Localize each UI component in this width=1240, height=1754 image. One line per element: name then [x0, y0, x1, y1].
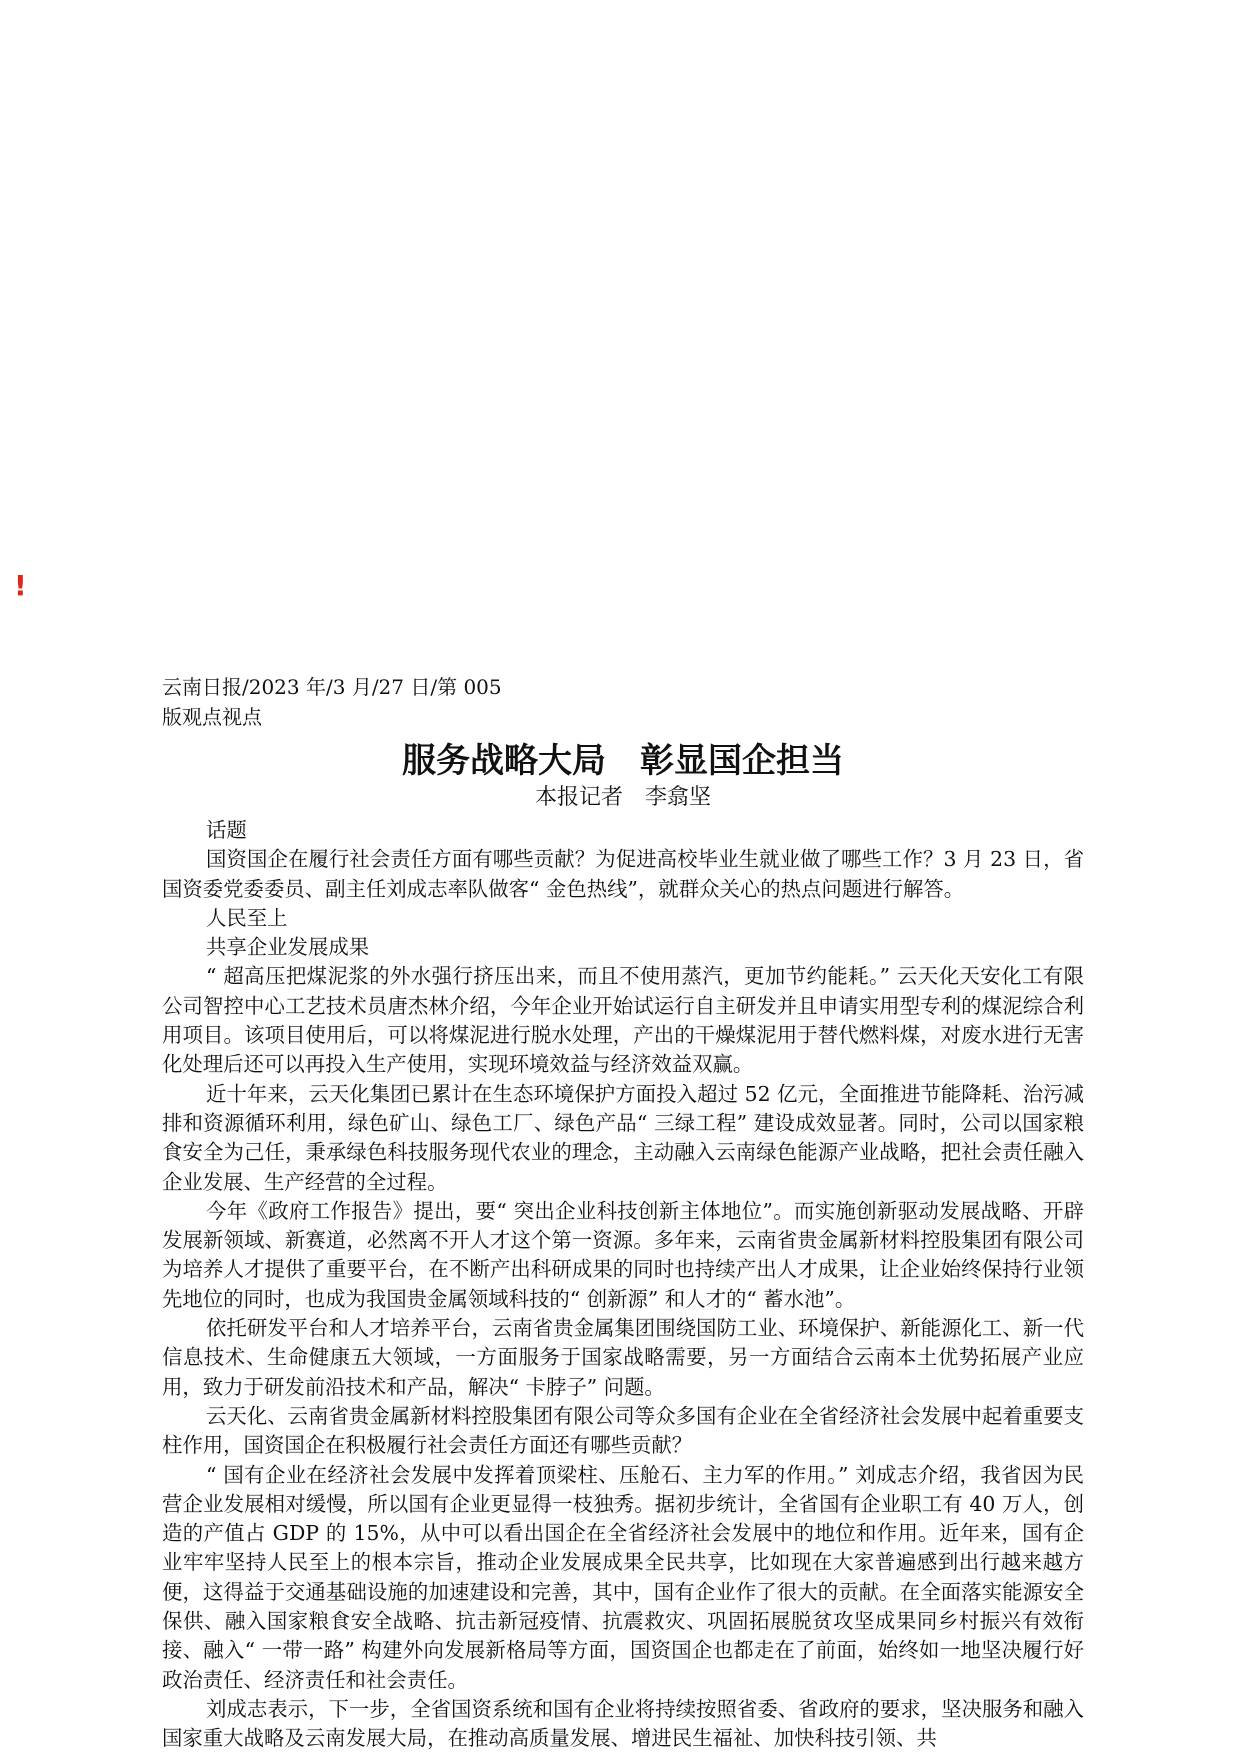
- paragraph-body: 云天化、云南省贵金属新材料控股集团有限公司等众多国有企业在全省经济社会发展中起着重要支柱作用，国资国企在积极履行社会责任方面还有哪些贡献？: [162, 1403, 1084, 1458]
- paragraph-topic: 话题: [206, 818, 247, 842]
- paragraph-body: “ 超高压把煤泥浆的外水强行挤压出来，而且不使用蒸汽，更加节约能耗。” 云天化天安化工有限公司智控中心工艺技术员唐杰林介绍，今年企业开始试运行自主研发并且申请实用型专利的煤泥综合利用项目。该项目使用后，可以将煤泥进行脱水处理，产出的干燥煤泥用于替代燃料煤，对废水进行无害化处理后还可以再投入生产使用，实现环境效益与经济效益双赢。: [162, 964, 1084, 1077]
- subheading-people-first: 人民至上: [206, 905, 288, 930]
- paragraph-body: 今年《政府工作报告》提出，要“ 突出企业科技创新主体地位”。而实施创新驱动发展战略、开辟发展新领域、新赛道，必然离不开人才这个第一资源。多年来，云南省贵金属新材料控股集团有限公司为培养人才提供了重要平台，在不断产出科研成果的同时也持续产出人才成果，让企业始终保持行业领先地位的同时，也成为我国贵金属领域科技的“ 创新源” 和人才的“ 蓄水池”。: [162, 1198, 1084, 1311]
- source-line: 云南日报/2023 年/3 月/27 日/第 005: [162, 675, 502, 699]
- paragraph-body: “ 国有企业在经济社会发展中发挥着顶梁柱、压舱石、主力军的作用。” 刘成志介绍，我省因为民营企业发展相对缓慢，所以国有企业更显得一枝独秀。据初步统计，全省国有企业职工有 40 万人，创造的产值占 GDP 的 15%，从中可以看出国企在全省经济社会发展中的地位和作用。近年来，国有企业牢牢坚持人民至上的根本宗旨，推动企业发展成果全民共享，比如现在大家普遍感到出行越来越方便，这得益于交通基础设施的加速建设和完善，其中，国有企业作了很大的贡献。在全面落实能源安全保供、融入国家粮食安全战略、抗击新冠疫情、抗震救灾、巩固拓展脱贫攻坚成果同乡村振兴有效衔接、融入“ 一带一路” 构建外向发展新格局等方面，国资国企也都走在了前面，始终如一地坚决履行好政治责任、经济责任和社会责任。: [162, 1462, 1084, 1692]
- section-line: 版观点视点: [162, 705, 262, 729]
- paragraph-body: 近十年来，云天化集团已累计在生态环境保护方面投入超过 52 亿元，全面推进节能降耗、治污减排和资源循环利用，绿色矿山、绿色工厂、绿色产品“ 三绿工程” 建设成效显著。同时，公司以国家粮食安全为己任，秉承绿色科技服务现代农业的理念，主动融入云南绿色能源产业战略，把社会责任融入企业发展、生产经营的全过程。: [162, 1081, 1084, 1194]
- headline: 服务战略大局 彰显国企担当: [402, 741, 844, 781]
- article: [162, 672, 1084, 1754]
- subheading-share-results: 共享企业发展成果: [206, 935, 370, 960]
- paragraph-intro: 国资国企在履行社会责任方面有哪些贡献？为促进高校毕业生就业做了哪些工作？3 月 23 日，省国资委党委委员、副主任刘成志率队做客“ 金色热线”，就群众关心的热点问题进行解答。: [162, 847, 1084, 901]
- paragraph-body: 刘成志表示，下一步，全省国资系统和国有企业将持续按照省委、省政府的要求，坚决服务和融入国家重大战略及云南发展大局，在推动高质量发展、增进民生福祉、加快科技引领、共: [162, 1696, 1084, 1751]
- byline: 本报记者 李翕坚: [534, 785, 711, 810]
- red-exclamation-mark: !: [14, 569, 27, 602]
- paragraph-body: 依托研发平台和人才培养平台，云南省贵金属集团围绕国防工业、环境保护、新能源化工、新一代信息技术、生命健康五大领域，一方面服务于国家战略需要，另一方面结合云南本土优势拓展产业应用，致力于研发前沿技术和产品，解决“ 卡脖子” 问题。: [162, 1316, 1084, 1399]
